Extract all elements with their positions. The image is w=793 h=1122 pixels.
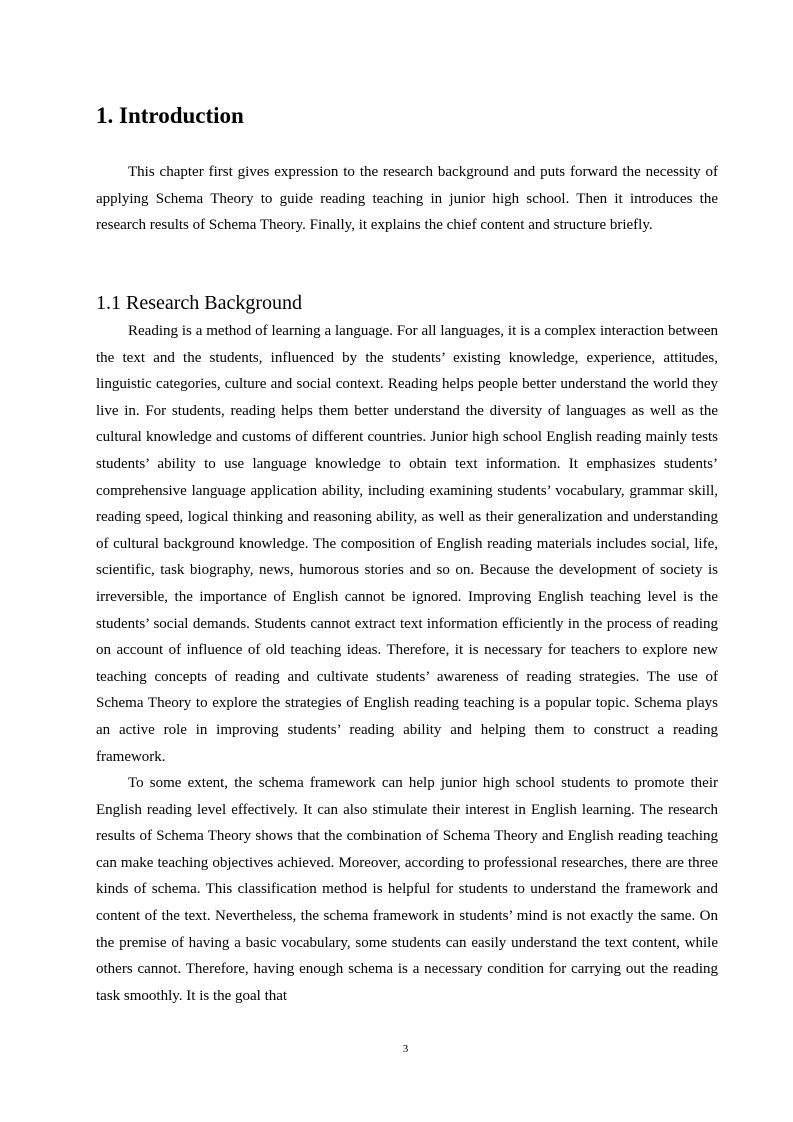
intro-paragraph: This chapter first gives expression to the research background and puts forward the necessity of applying Schema Theory to guide reading teaching in junior high school. Then it introduces the research results of Schema Theory. Finally, it explains the chief content and structure briefly.	[96, 164, 718, 234]
section-paragraph-2: To some extent, the schema framework can help junior high school students to promote their English reading level effectively. It can also stimulate their interest in English learning. The research results of Schema Theory shows that the combination of Schema Theory and English reading teaching can make teaching objectives achieved. Moreover, according to professional researches, there are three kinds of schema. This classification method is helpful for students to understand the framework and content of the text. Nevertheless, the schema framework in students’ mind is not exactly the same. On the premise of having a basic vocabulary, some students can easily understand the text content, while others cannot. Therefore, having enough schema is a necessary condition for carrying out the reading task smoothly. It is the goal that	[96, 775, 718, 1004]
section-title: 1.1 Research Background	[96, 292, 303, 314]
chapter-intro	[96, 159, 718, 239]
section-body	[96, 318, 718, 1009]
section-paragraph-1: Reading is a method of learning a language. For all languages, it is a complex interaction between the text and the students, influenced by the students’ existing knowledge, experience, attitudes, linguistic categories, culture and social context. Reading helps people better understand the world they live in. For students, reading helps them better understand the diversity of languages as well as the cultural knowledge and customs of different countries. Junior high school English reading mainly tests students’ ability to use language knowledge to obtain text information. It emphasizes students’ comprehensive language application ability, including examining students’ vocabulary, grammar skill, reading speed, logical thinking and reasoning ability, as well as their generalization and understanding of cultural background knowledge. The composition of English reading materials includes social, life, scientific, task biography, news, humorous stories and so on. Because the development of society is irreversible, the importance of English cannot be ignored. Improving English teaching level is the students’ social demands. Students cannot extract text information efficiently in the process of reading on account of influence of old teaching ideas. Therefore, it is necessary for teachers to explore new teaching concepts of reading and cultivate students’ awareness of reading strategies. The use of Schema Theory to explore the strategies of English reading teaching is a popular topic. Schema plays an active role in improving students’ reading ability and helping them to construct a reading framework.	[96, 323, 718, 765]
chapter-title: 1. Introduction	[96, 103, 244, 128]
page-number: 3	[402, 1043, 409, 1055]
